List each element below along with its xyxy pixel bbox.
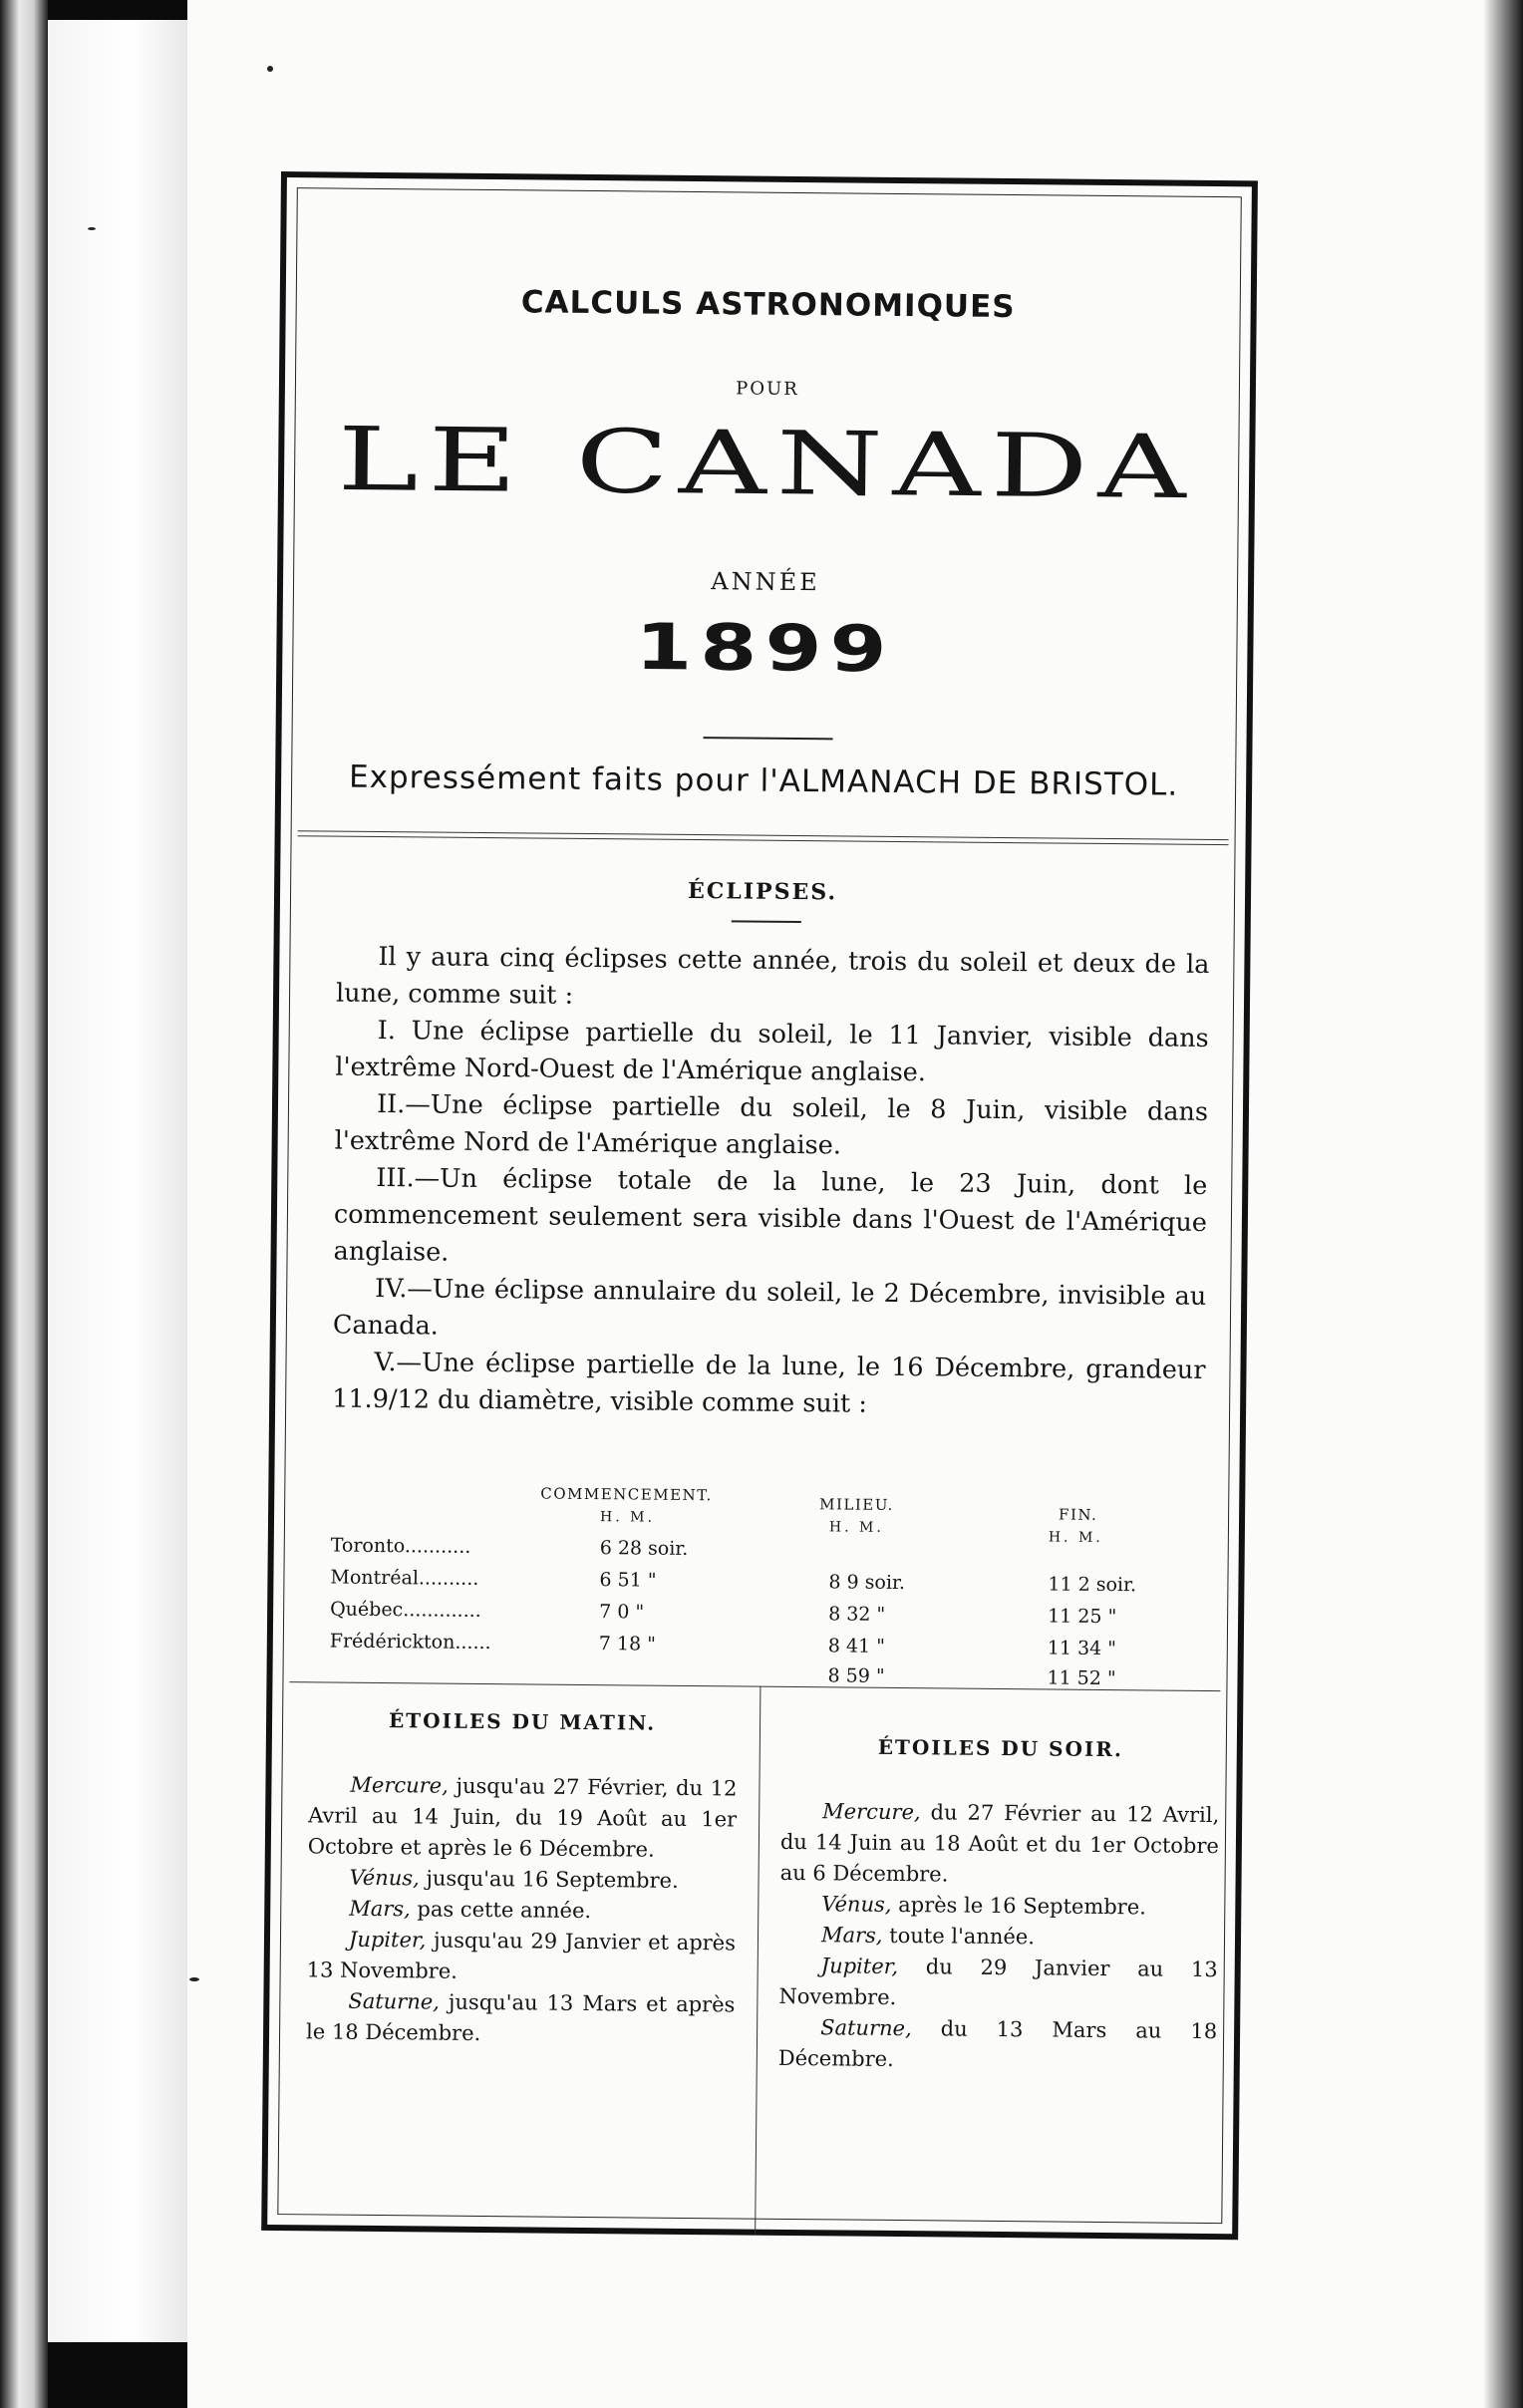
morning-stars-heading: ÉTOILES DU MATIN.	[388, 1708, 657, 1735]
subtitle: Expressément faits pour l'ALMANACH DE BRISTOL.	[348, 758, 1179, 803]
city-cell: Frédérickton......	[329, 1630, 491, 1655]
city-cell: Québec.............	[330, 1598, 481, 1622]
adjacent-page-edge	[48, 20, 190, 2342]
print-speck	[267, 66, 273, 72]
start-cell: 6 51 "	[599, 1569, 657, 1592]
evening-entry-mercure	[779, 1796, 1219, 1893]
unit-label-middle: H. M.	[828, 1519, 884, 1536]
eclipse-item-5: V.—Une éclipse partielle de la lune, le 16 Décembre, grandeur 11.9/12 du diamètre, visible comme suit :	[332, 1347, 1206, 1419]
morning-entry-mercure	[308, 1769, 738, 1866]
planet-name: Mars,	[349, 1896, 411, 1922]
planet-name: Jupiter,	[348, 1927, 427, 1953]
col-head-fin: FIN.	[1059, 1505, 1098, 1524]
evening-stars-list	[778, 1796, 1220, 2078]
middle-cell: 8 32 "	[828, 1603, 886, 1626]
main-title: LE CANADA	[337, 408, 1197, 519]
middle-cell: 8 59 "	[827, 1664, 885, 1687]
city-cell: Montréal..........	[330, 1566, 479, 1590]
col-head-milieu: MILIEU.	[819, 1495, 894, 1514]
end-cell: 11 52 "	[1047, 1666, 1116, 1690]
end-cell: 11 34 "	[1047, 1637, 1117, 1660]
entry-text: pas cette année.	[410, 1897, 592, 1924]
eclipse-item-3: III.—Un éclipse totale de la lune, le 23 Juin, dont le commencement seulement sera visible dans l'Ouest de l'Amérique anglaise.	[333, 1162, 1208, 1268]
binding-edge	[0, 0, 48, 2408]
entry-text: jusqu'au 13 Mars et après le 18 Décembre.	[305, 1989, 736, 2046]
year-label: 1899	[634, 610, 895, 688]
print-speck	[189, 1977, 199, 1981]
entry-text: du 27 Février au 12 Avril, du 14 Juin au 18 Août et du 1er Octobre au 6 Décembre.	[779, 1800, 1220, 1887]
morning-entry-jupiter	[307, 1924, 737, 1989]
middle-cell: 8 41 "	[827, 1635, 886, 1657]
planet-name: Mars,	[820, 1923, 883, 1948]
entry-text: jusqu'au 29 Janvier et après 13 Novembre.	[306, 1928, 737, 1983]
eclipse-timing-table	[329, 1483, 1204, 1690]
entry-text: toute l'année.	[882, 1923, 1036, 1950]
eclipse-item-1: I. Une éclipse partielle du soleil, le 11 Janvier, visible dans l'extrême Nord-Ouest de l'Amérique anglaise.	[335, 1015, 1209, 1088]
eclipse-item-4: IV.—Une éclipse annulaire du soleil, le 2 Décembre, invisible au Canada.	[332, 1273, 1207, 1342]
eclipses-heading-rule	[732, 920, 801, 923]
morning-entry-venus	[307, 1862, 736, 1897]
morning-entry-mars	[307, 1893, 736, 1928]
entry-text: après le 16 Septembre.	[891, 1892, 1147, 1920]
end-cell: 11 25 "	[1048, 1605, 1117, 1629]
planet-name: Jupiter,	[820, 1954, 899, 1979]
entry-text: jusqu'au 27 Février, du 12 Avril au 14 Juin, du 19 Août au 1er Octobre et après le 6 Décembre.	[307, 1773, 738, 1862]
morning-stars-list	[306, 1769, 738, 2051]
print-speck	[88, 227, 96, 230]
evening-entry-jupiter	[778, 1951, 1218, 2016]
unit-label-end: H. M.	[1048, 1529, 1103, 1546]
columns-vertical-divider	[755, 1686, 761, 2235]
unit-label-start: H. M.	[599, 1509, 656, 1526]
short-divider	[704, 737, 833, 740]
morning-entry-saturne	[306, 1985, 736, 2051]
framed-panel	[261, 171, 1258, 2240]
start-cell: 6 28 soir.	[599, 1537, 689, 1560]
eclipses-heading: ÉCLIPSES.	[687, 877, 838, 906]
planet-name: Vénus,	[821, 1892, 892, 1917]
annee-label: ANNÉE	[711, 567, 820, 597]
panel-content	[298, 188, 1241, 2071]
evening-entry-saturne	[778, 2012, 1218, 2078]
entry-text: jusqu'au 16 Septembre.	[419, 1866, 679, 1893]
planet-name: Mercure,	[350, 1772, 449, 1798]
evening-entry-mars	[779, 1920, 1218, 1955]
eclipse-item-2: II.—Une éclipse partielle du soleil, le 8 Juin, visible dans l'extrême Nord de l'Amérique anglaise.	[334, 1088, 1209, 1161]
start-cell: 7 0 "	[599, 1601, 645, 1624]
col-head-commencement: COMMENCEMENT.	[540, 1484, 713, 1505]
entry-text: du 13 Mars au 18 Décembre.	[777, 2016, 1218, 2071]
pour-label: POUR	[736, 378, 799, 400]
page-right-shadow	[1483, 0, 1523, 2408]
planet-name: Saturne,	[820, 2015, 912, 2041]
double-divider	[298, 830, 1229, 845]
evening-entry-venus	[779, 1889, 1218, 1924]
eclipse-intro: Il y aura cinq éclipses cette année, trois du soleil et deux de la lune, comme suit :	[335, 941, 1210, 1011]
kicker-title: CALCULS ASTRONOMIQUES	[520, 284, 1016, 326]
middle-cell: 8 9 soir.	[828, 1571, 906, 1595]
city-cell: Toronto...........	[330, 1534, 471, 1558]
planet-name: Mercure,	[822, 1799, 921, 1825]
inner-frame	[277, 187, 1241, 2224]
evening-stars-heading: ÉTOILES DU SOIR.	[877, 1734, 1124, 1762]
start-cell: 7 18 "	[598, 1633, 657, 1656]
end-cell: 11 2 soir.	[1048, 1573, 1137, 1597]
planet-name: Saturne,	[348, 1988, 441, 2014]
planet-name: Vénus,	[349, 1865, 420, 1891]
eclipses-text	[332, 939, 1210, 1426]
entry-text: du 29 Janvier au 13 Novembre.	[778, 1955, 1218, 2010]
